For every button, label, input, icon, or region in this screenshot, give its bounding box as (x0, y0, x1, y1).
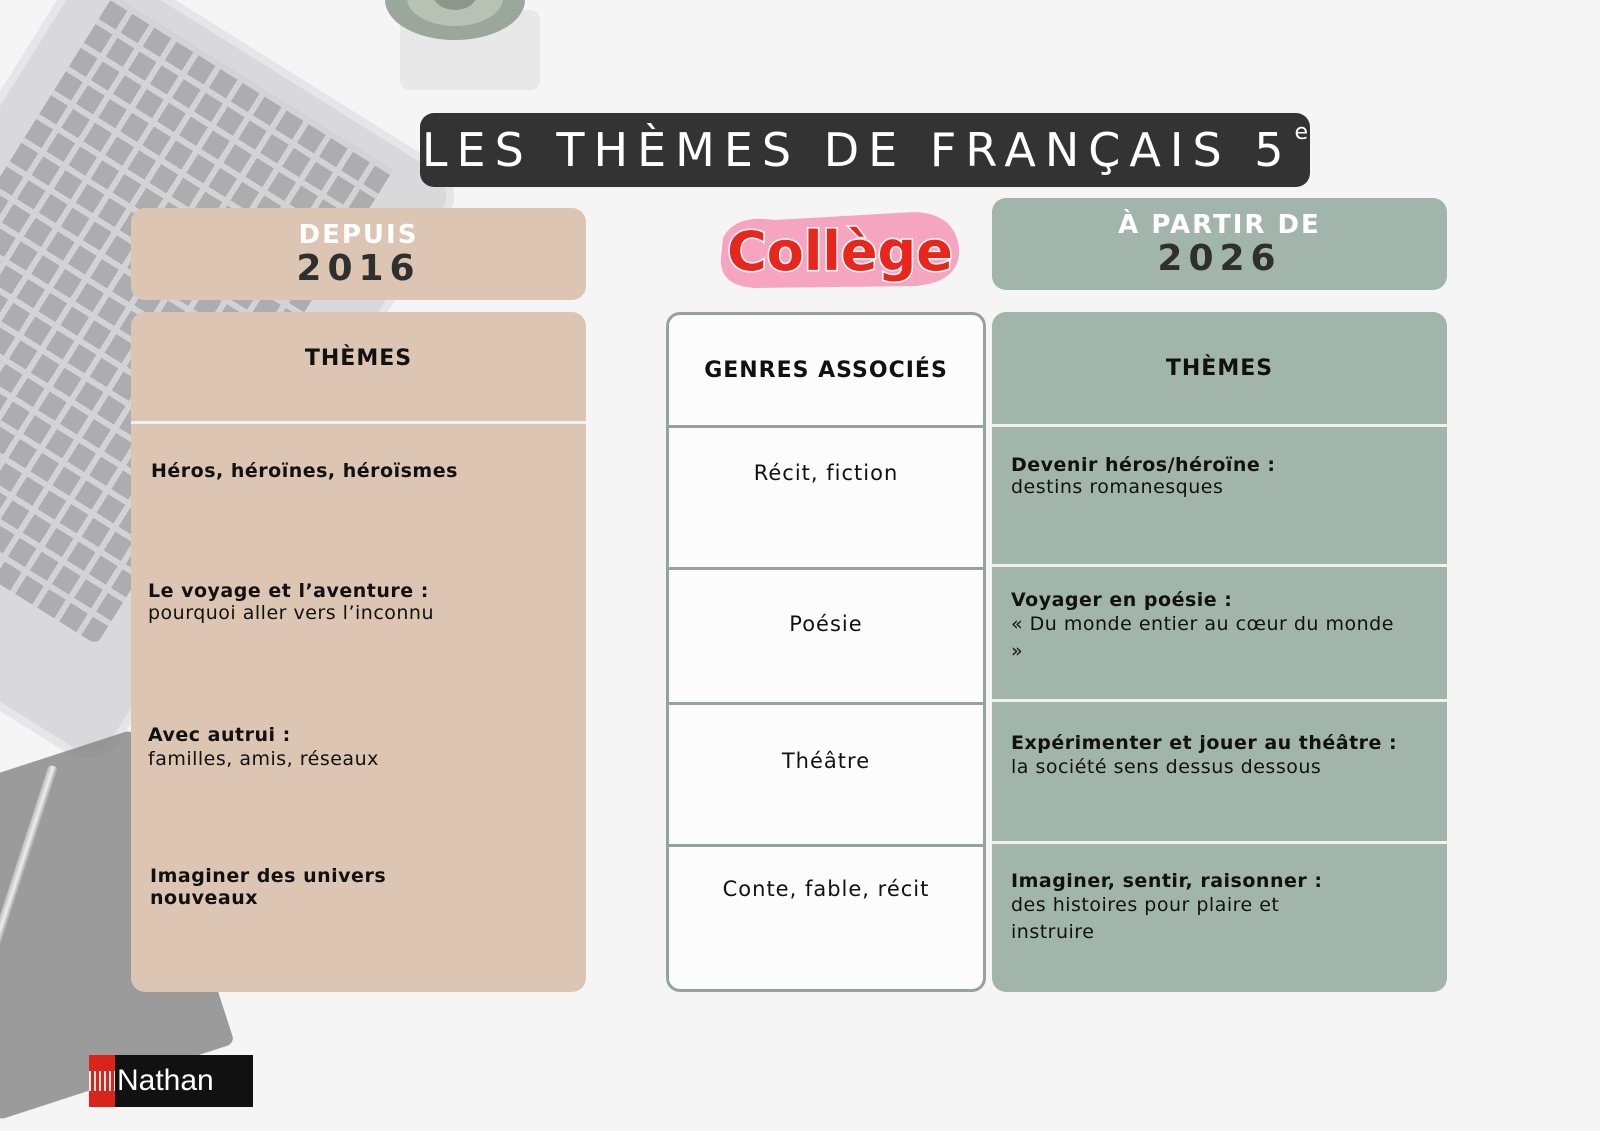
column-header: THÈMES (131, 312, 586, 424)
theme-title: Le voyage et l’aventure : (148, 580, 429, 602)
genre-text: Conte, fable, récit (722, 877, 930, 901)
genre-item (669, 844, 983, 989)
theme-title: Voyager en poésie : (1011, 589, 1233, 611)
theme-title: Devenir héros/héroïne : (1011, 454, 1276, 476)
genre-text: Récit, fiction (753, 461, 899, 485)
theme-text: des histoires pour plaire et instruire (1011, 894, 1280, 943)
genre-text: Poésie (789, 612, 863, 636)
theme-title: Héros, héroïnes, héroïsmes (151, 460, 458, 482)
theme-2016-item (131, 460, 586, 482)
theme-2026-item (992, 424, 1447, 564)
year-box-2016 (131, 208, 586, 300)
theme-title: Avec autrui : (148, 724, 291, 746)
title-banner (420, 113, 1310, 187)
theme-title: Expérimenter et jouer au théâtre : (1011, 732, 1398, 754)
column-header: THÈMES (992, 312, 1447, 427)
nathan-logo (89, 1055, 253, 1107)
theme-2026-item (992, 564, 1447, 699)
theme-2016-item (131, 865, 431, 909)
publisher-name: Nathan (117, 1064, 214, 1097)
theme-text: destins romanesques (1011, 476, 1224, 498)
theme-2016-item (131, 724, 586, 773)
genre-item (669, 567, 983, 702)
themes-2016-panel (131, 312, 586, 992)
genre-item (669, 427, 983, 567)
page-title: LES THÈMES DE FRANÇAIS 5 (421, 123, 1293, 177)
genre-text: Théâtre (781, 749, 871, 773)
theme-2026-item (992, 699, 1447, 841)
nathan-logo-mark-icon (89, 1055, 115, 1107)
theme-text: pourquoi aller vers l’inconnu (148, 602, 435, 624)
genres-panel (666, 312, 986, 992)
year-value: 2016 (296, 247, 421, 289)
theme-text: la société sens dessus dessous (1011, 756, 1322, 778)
theme-text: « Du monde entier au cœur du monde » (1011, 613, 1394, 662)
theme-title: Imaginer, sentir, raisonner : (1011, 870, 1323, 892)
theme-title: Imaginer des univers nouveaux (150, 865, 387, 909)
year-label: À PARTIR DE (1118, 209, 1321, 240)
year-label: DEPUIS (298, 219, 419, 250)
theme-2026-item (992, 841, 1447, 991)
year-box-2026 (992, 198, 1447, 290)
genre-item (669, 702, 983, 844)
themes-2026-panel (992, 312, 1447, 992)
plant-illustration (370, 0, 540, 90)
theme-text: familles, amis, réseaux (148, 748, 379, 770)
title-superscript: e (1294, 119, 1309, 145)
theme-2016-item (131, 580, 586, 624)
year-value: 2026 (1157, 237, 1282, 279)
college-logo-text: Collège (727, 220, 953, 283)
column-header: GENRES ASSOCIÉS (669, 315, 983, 428)
college-logo (715, 208, 965, 292)
